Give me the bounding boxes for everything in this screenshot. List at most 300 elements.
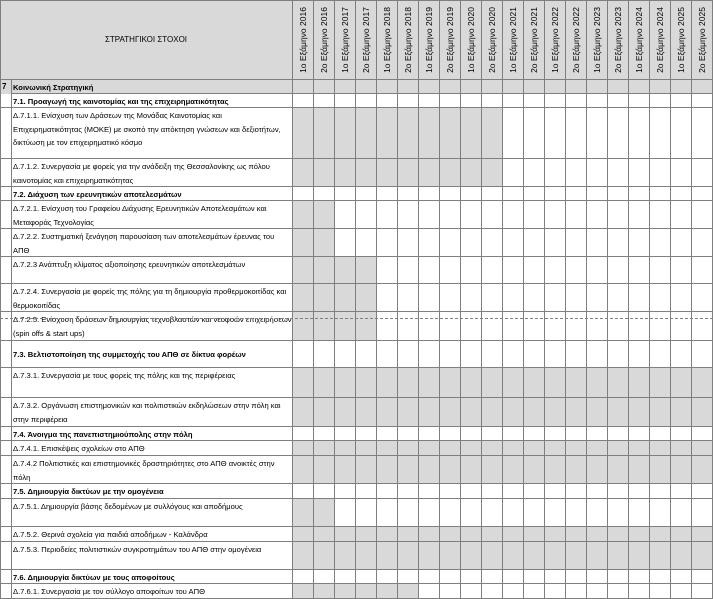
schedule-cell[interactable] [692, 229, 713, 257]
schedule-cell[interactable] [629, 312, 650, 341]
schedule-cell[interactable] [461, 284, 482, 312]
schedule-cell[interactable] [566, 187, 587, 201]
schedule-cell[interactable] [566, 94, 587, 108]
schedule-cell[interactable] [419, 570, 440, 584]
schedule-cell[interactable] [503, 229, 524, 257]
schedule-cell[interactable] [293, 80, 314, 94]
schedule-cell[interactable] [419, 427, 440, 441]
schedule-cell[interactable] [587, 201, 608, 229]
schedule-cell[interactable] [377, 229, 398, 257]
schedule-cell[interactable] [419, 398, 440, 427]
schedule-cell[interactable] [356, 398, 377, 427]
schedule-cell[interactable] [335, 570, 356, 584]
schedule-cell[interactable] [566, 427, 587, 441]
schedule-cell[interactable] [356, 527, 377, 542]
schedule-cell[interactable] [503, 456, 524, 484]
schedule-cell[interactable] [293, 257, 314, 284]
schedule-cell[interactable] [608, 398, 629, 427]
schedule-cell[interactable] [587, 542, 608, 570]
schedule-cell[interactable] [356, 257, 377, 284]
schedule-cell[interactable] [629, 427, 650, 441]
schedule-cell[interactable] [650, 398, 671, 427]
schedule-cell[interactable] [335, 80, 356, 94]
schedule-cell[interactable] [629, 257, 650, 284]
schedule-cell[interactable] [650, 527, 671, 542]
schedule-cell[interactable] [692, 108, 713, 159]
schedule-cell[interactable] [650, 80, 671, 94]
schedule-cell[interactable] [587, 484, 608, 499]
schedule-cell[interactable] [503, 94, 524, 108]
schedule-cell[interactable] [629, 201, 650, 229]
schedule-cell[interactable] [524, 187, 545, 201]
schedule-cell[interactable] [587, 80, 608, 94]
schedule-cell[interactable] [545, 229, 566, 257]
schedule-cell[interactable] [587, 108, 608, 159]
schedule-cell[interactable] [440, 201, 461, 229]
schedule-cell[interactable] [356, 201, 377, 229]
schedule-cell[interactable] [629, 499, 650, 527]
schedule-cell[interactable] [503, 441, 524, 456]
schedule-cell[interactable] [671, 284, 692, 312]
schedule-cell[interactable] [608, 584, 629, 599]
schedule-cell[interactable] [314, 398, 335, 427]
schedule-cell[interactable] [692, 527, 713, 542]
schedule-cell[interactable] [692, 159, 713, 187]
schedule-cell[interactable] [545, 257, 566, 284]
schedule-cell[interactable] [419, 542, 440, 570]
schedule-cell[interactable] [335, 441, 356, 456]
schedule-cell[interactable] [419, 527, 440, 542]
schedule-cell[interactable] [335, 229, 356, 257]
schedule-cell[interactable] [293, 284, 314, 312]
schedule-cell[interactable] [608, 159, 629, 187]
schedule-cell[interactable] [524, 312, 545, 341]
schedule-cell[interactable] [356, 94, 377, 108]
schedule-cell[interactable] [650, 368, 671, 398]
schedule-cell[interactable] [629, 398, 650, 427]
schedule-cell[interactable] [440, 159, 461, 187]
schedule-cell[interactable] [692, 441, 713, 456]
schedule-cell[interactable] [566, 584, 587, 599]
schedule-cell[interactable] [545, 584, 566, 599]
schedule-cell[interactable] [398, 341, 419, 368]
schedule-cell[interactable] [671, 80, 692, 94]
schedule-cell[interactable] [377, 159, 398, 187]
schedule-cell[interactable] [398, 542, 419, 570]
schedule-cell[interactable] [293, 94, 314, 108]
schedule-cell[interactable] [398, 94, 419, 108]
schedule-cell[interactable] [440, 398, 461, 427]
schedule-cell[interactable] [608, 187, 629, 201]
schedule-cell[interactable] [356, 80, 377, 94]
schedule-cell[interactable] [524, 159, 545, 187]
schedule-cell[interactable] [482, 257, 503, 284]
schedule-cell[interactable] [398, 159, 419, 187]
schedule-cell[interactable] [692, 427, 713, 441]
schedule-cell[interactable] [503, 312, 524, 341]
schedule-cell[interactable] [545, 570, 566, 584]
schedule-cell[interactable] [293, 584, 314, 599]
schedule-cell[interactable] [629, 368, 650, 398]
schedule-cell[interactable] [440, 484, 461, 499]
schedule-cell[interactable] [692, 570, 713, 584]
schedule-cell[interactable] [440, 108, 461, 159]
schedule-cell[interactable] [545, 284, 566, 312]
schedule-cell[interactable] [587, 94, 608, 108]
schedule-cell[interactable] [545, 441, 566, 456]
schedule-cell[interactable] [356, 341, 377, 368]
schedule-cell[interactable] [587, 456, 608, 484]
schedule-cell[interactable] [356, 441, 377, 456]
schedule-cell[interactable] [566, 441, 587, 456]
schedule-cell[interactable] [356, 229, 377, 257]
schedule-cell[interactable] [524, 499, 545, 527]
schedule-cell[interactable] [671, 484, 692, 499]
schedule-cell[interactable] [440, 499, 461, 527]
schedule-cell[interactable] [566, 368, 587, 398]
schedule-cell[interactable] [650, 441, 671, 456]
schedule-cell[interactable] [356, 284, 377, 312]
schedule-cell[interactable] [503, 570, 524, 584]
schedule-cell[interactable] [419, 312, 440, 341]
schedule-cell[interactable] [461, 542, 482, 570]
schedule-cell[interactable] [503, 341, 524, 368]
schedule-cell[interactable] [629, 94, 650, 108]
schedule-cell[interactable] [566, 108, 587, 159]
schedule-cell[interactable] [545, 398, 566, 427]
schedule-cell[interactable] [356, 542, 377, 570]
schedule-cell[interactable] [566, 341, 587, 368]
schedule-cell[interactable] [545, 456, 566, 484]
schedule-cell[interactable] [671, 257, 692, 284]
schedule-cell[interactable] [608, 499, 629, 527]
schedule-cell[interactable] [398, 368, 419, 398]
schedule-cell[interactable] [293, 499, 314, 527]
schedule-cell[interactable] [566, 484, 587, 499]
schedule-cell[interactable] [335, 368, 356, 398]
schedule-cell[interactable] [608, 312, 629, 341]
schedule-cell[interactable] [692, 484, 713, 499]
schedule-cell[interactable] [440, 312, 461, 341]
schedule-cell[interactable] [524, 80, 545, 94]
schedule-cell[interactable] [566, 499, 587, 527]
schedule-cell[interactable] [587, 584, 608, 599]
schedule-cell[interactable] [650, 427, 671, 441]
schedule-cell[interactable] [608, 108, 629, 159]
schedule-cell[interactable] [503, 368, 524, 398]
schedule-cell[interactable] [608, 456, 629, 484]
schedule-cell[interactable] [440, 527, 461, 542]
schedule-cell[interactable] [587, 257, 608, 284]
schedule-cell[interactable] [419, 187, 440, 201]
schedule-cell[interactable] [461, 187, 482, 201]
schedule-cell[interactable] [461, 584, 482, 599]
schedule-cell[interactable] [587, 341, 608, 368]
schedule-cell[interactable] [692, 542, 713, 570]
schedule-cell[interactable] [671, 584, 692, 599]
schedule-cell[interactable] [650, 312, 671, 341]
schedule-cell[interactable] [377, 499, 398, 527]
schedule-cell[interactable] [377, 312, 398, 341]
schedule-cell[interactable] [566, 229, 587, 257]
schedule-cell[interactable] [671, 398, 692, 427]
schedule-cell[interactable] [377, 584, 398, 599]
schedule-cell[interactable] [419, 584, 440, 599]
schedule-cell[interactable] [692, 201, 713, 229]
schedule-cell[interactable] [314, 229, 335, 257]
schedule-cell[interactable] [503, 527, 524, 542]
schedule-cell[interactable] [545, 201, 566, 229]
schedule-cell[interactable] [608, 542, 629, 570]
schedule-cell[interactable] [356, 159, 377, 187]
schedule-cell[interactable] [377, 257, 398, 284]
schedule-cell[interactable] [356, 570, 377, 584]
schedule-cell[interactable] [545, 527, 566, 542]
schedule-cell[interactable] [629, 229, 650, 257]
schedule-cell[interactable] [692, 284, 713, 312]
schedule-cell[interactable] [608, 229, 629, 257]
schedule-cell[interactable] [314, 441, 335, 456]
schedule-cell[interactable] [608, 94, 629, 108]
schedule-cell[interactable] [293, 427, 314, 441]
schedule-cell[interactable] [314, 80, 335, 94]
schedule-cell[interactable] [461, 527, 482, 542]
schedule-cell[interactable] [419, 441, 440, 456]
schedule-cell[interactable] [503, 201, 524, 229]
schedule-cell[interactable] [629, 441, 650, 456]
schedule-cell[interactable] [482, 441, 503, 456]
schedule-cell[interactable] [671, 312, 692, 341]
schedule-cell[interactable] [293, 484, 314, 499]
schedule-cell[interactable] [356, 499, 377, 527]
schedule-cell[interactable] [419, 80, 440, 94]
schedule-cell[interactable] [377, 441, 398, 456]
schedule-cell[interactable] [335, 201, 356, 229]
schedule-cell[interactable] [587, 284, 608, 312]
schedule-cell[interactable] [335, 584, 356, 599]
schedule-cell[interactable] [314, 201, 335, 229]
schedule-cell[interactable] [482, 94, 503, 108]
schedule-cell[interactable] [461, 201, 482, 229]
schedule-cell[interactable] [398, 187, 419, 201]
schedule-cell[interactable] [482, 108, 503, 159]
schedule-cell[interactable] [671, 229, 692, 257]
schedule-cell[interactable] [566, 284, 587, 312]
schedule-cell[interactable] [398, 257, 419, 284]
schedule-cell[interactable] [482, 499, 503, 527]
schedule-cell[interactable] [671, 159, 692, 187]
schedule-cell[interactable] [356, 187, 377, 201]
schedule-cell[interactable] [566, 542, 587, 570]
schedule-cell[interactable] [503, 499, 524, 527]
schedule-cell[interactable] [335, 94, 356, 108]
schedule-cell[interactable] [545, 341, 566, 368]
schedule-cell[interactable] [671, 187, 692, 201]
schedule-cell[interactable] [314, 456, 335, 484]
schedule-cell[interactable] [461, 499, 482, 527]
schedule-cell[interactable] [461, 159, 482, 187]
schedule-cell[interactable] [671, 441, 692, 456]
schedule-cell[interactable] [335, 499, 356, 527]
schedule-cell[interactable] [335, 427, 356, 441]
schedule-cell[interactable] [440, 427, 461, 441]
schedule-cell[interactable] [608, 257, 629, 284]
schedule-cell[interactable] [629, 584, 650, 599]
schedule-cell[interactable] [461, 570, 482, 584]
schedule-cell[interactable] [419, 229, 440, 257]
schedule-cell[interactable] [293, 312, 314, 341]
schedule-cell[interactable] [377, 341, 398, 368]
schedule-cell[interactable] [566, 570, 587, 584]
schedule-cell[interactable] [356, 368, 377, 398]
schedule-cell[interactable] [314, 570, 335, 584]
schedule-cell[interactable] [482, 159, 503, 187]
schedule-cell[interactable] [650, 187, 671, 201]
schedule-cell[interactable] [671, 368, 692, 398]
schedule-cell[interactable] [692, 584, 713, 599]
schedule-cell[interactable] [377, 427, 398, 441]
schedule-cell[interactable] [377, 484, 398, 499]
schedule-cell[interactable] [629, 159, 650, 187]
schedule-cell[interactable] [482, 427, 503, 441]
schedule-cell[interactable] [629, 456, 650, 484]
schedule-cell[interactable] [482, 398, 503, 427]
schedule-cell[interactable] [482, 484, 503, 499]
schedule-cell[interactable] [377, 108, 398, 159]
schedule-cell[interactable] [524, 584, 545, 599]
schedule-cell[interactable] [545, 542, 566, 570]
schedule-cell[interactable] [482, 527, 503, 542]
schedule-cell[interactable] [419, 284, 440, 312]
schedule-cell[interactable] [335, 159, 356, 187]
schedule-cell[interactable] [566, 80, 587, 94]
schedule-cell[interactable] [608, 368, 629, 398]
schedule-cell[interactable] [440, 80, 461, 94]
schedule-cell[interactable] [356, 584, 377, 599]
schedule-cell[interactable] [545, 187, 566, 201]
schedule-cell[interactable] [608, 441, 629, 456]
schedule-cell[interactable] [314, 542, 335, 570]
schedule-cell[interactable] [608, 570, 629, 584]
schedule-cell[interactable] [398, 484, 419, 499]
schedule-cell[interactable] [398, 456, 419, 484]
schedule-cell[interactable] [461, 427, 482, 441]
schedule-cell[interactable] [524, 257, 545, 284]
schedule-cell[interactable] [293, 527, 314, 542]
schedule-cell[interactable] [566, 257, 587, 284]
schedule-cell[interactable] [650, 341, 671, 368]
schedule-cell[interactable] [629, 542, 650, 570]
schedule-cell[interactable] [524, 484, 545, 499]
schedule-cell[interactable] [314, 312, 335, 341]
schedule-cell[interactable] [293, 341, 314, 368]
schedule-cell[interactable] [524, 456, 545, 484]
schedule-cell[interactable] [440, 284, 461, 312]
schedule-cell[interactable] [461, 108, 482, 159]
schedule-cell[interactable] [503, 284, 524, 312]
schedule-cell[interactable] [335, 484, 356, 499]
schedule-cell[interactable] [503, 159, 524, 187]
schedule-cell[interactable] [629, 284, 650, 312]
schedule-cell[interactable] [587, 229, 608, 257]
schedule-cell[interactable] [671, 527, 692, 542]
schedule-cell[interactable] [440, 441, 461, 456]
schedule-cell[interactable] [398, 499, 419, 527]
schedule-cell[interactable] [293, 108, 314, 159]
schedule-cell[interactable] [440, 187, 461, 201]
schedule-cell[interactable] [650, 159, 671, 187]
schedule-cell[interactable] [356, 484, 377, 499]
schedule-cell[interactable] [440, 257, 461, 284]
schedule-cell[interactable] [461, 398, 482, 427]
schedule-cell[interactable] [398, 441, 419, 456]
schedule-cell[interactable] [671, 94, 692, 108]
schedule-cell[interactable] [692, 80, 713, 94]
schedule-cell[interactable] [461, 456, 482, 484]
schedule-cell[interactable] [503, 484, 524, 499]
schedule-cell[interactable] [566, 312, 587, 341]
schedule-cell[interactable] [566, 527, 587, 542]
schedule-cell[interactable] [587, 159, 608, 187]
schedule-cell[interactable] [377, 80, 398, 94]
schedule-cell[interactable] [335, 456, 356, 484]
schedule-cell[interactable] [503, 80, 524, 94]
schedule-cell[interactable] [524, 570, 545, 584]
schedule-cell[interactable] [356, 427, 377, 441]
schedule-cell[interactable] [566, 398, 587, 427]
schedule-cell[interactable] [419, 159, 440, 187]
schedule-cell[interactable] [608, 80, 629, 94]
schedule-cell[interactable] [545, 80, 566, 94]
schedule-cell[interactable] [440, 542, 461, 570]
schedule-cell[interactable] [503, 257, 524, 284]
schedule-cell[interactable] [293, 187, 314, 201]
schedule-cell[interactable] [671, 542, 692, 570]
schedule-cell[interactable] [524, 108, 545, 159]
schedule-cell[interactable] [293, 368, 314, 398]
schedule-cell[interactable] [629, 527, 650, 542]
schedule-cell[interactable] [335, 312, 356, 341]
schedule-cell[interactable] [650, 499, 671, 527]
schedule-cell[interactable] [671, 456, 692, 484]
schedule-cell[interactable] [608, 284, 629, 312]
schedule-cell[interactable] [482, 584, 503, 599]
schedule-cell[interactable] [671, 341, 692, 368]
schedule-cell[interactable] [524, 368, 545, 398]
schedule-cell[interactable] [692, 187, 713, 201]
schedule-cell[interactable] [398, 80, 419, 94]
schedule-cell[interactable] [671, 108, 692, 159]
schedule-cell[interactable] [335, 187, 356, 201]
schedule-cell[interactable] [629, 108, 650, 159]
schedule-cell[interactable] [503, 108, 524, 159]
schedule-cell[interactable] [293, 229, 314, 257]
schedule-cell[interactable] [293, 398, 314, 427]
schedule-cell[interactable] [377, 570, 398, 584]
schedule-cell[interactable] [482, 80, 503, 94]
schedule-cell[interactable] [671, 427, 692, 441]
schedule-cell[interactable] [482, 368, 503, 398]
schedule-cell[interactable] [398, 312, 419, 341]
schedule-cell[interactable] [314, 427, 335, 441]
schedule-cell[interactable] [377, 201, 398, 229]
schedule-cell[interactable] [629, 570, 650, 584]
schedule-cell[interactable] [440, 584, 461, 599]
schedule-cell[interactable] [650, 542, 671, 570]
schedule-cell[interactable] [335, 108, 356, 159]
schedule-cell[interactable] [587, 187, 608, 201]
schedule-cell[interactable] [314, 94, 335, 108]
